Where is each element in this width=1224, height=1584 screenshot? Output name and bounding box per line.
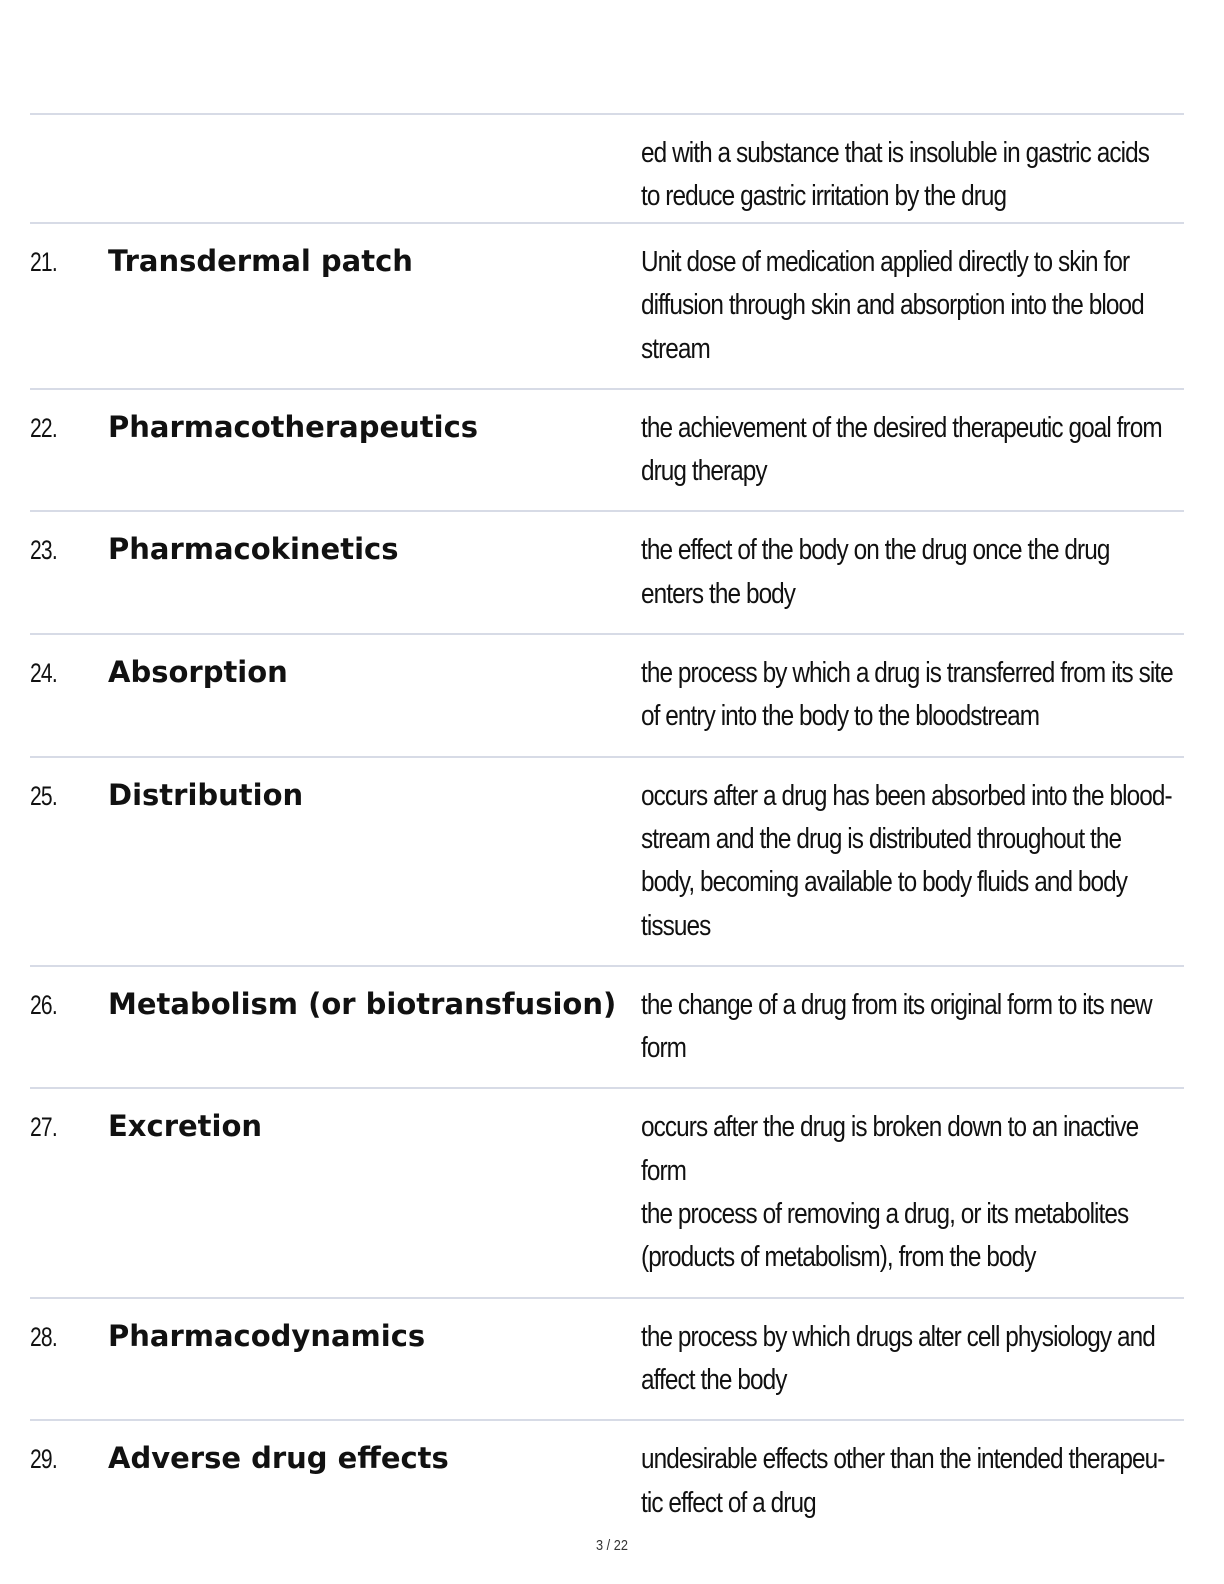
definition-line: of entry into the body to the bloodstream <box>641 700 1040 733</box>
row-term: Distribution <box>108 777 304 812</box>
definition-line: stream and the drug is distributed throughout the <box>641 822 1122 855</box>
definition-line: Unit dose of medication applied directly to skin for <box>641 246 1130 278</box>
definition-line: the change of a drug from its original form to its new <box>641 988 1152 1021</box>
row-number: 24. <box>30 658 57 689</box>
row-definition <box>641 635 1187 756</box>
table-row <box>30 1087 1184 1296</box>
table-row <box>30 633 1184 756</box>
definition-line: the process by which drugs alter cell physiology and <box>641 1320 1155 1353</box>
table-row <box>30 1419 1184 1542</box>
row-term: Pharmacotherapeutics <box>108 409 479 444</box>
definition-line: enters the body <box>641 577 796 610</box>
table-row <box>30 756 1184 965</box>
definition-line: undesirable effects other than the intended therapeu- <box>641 1443 1165 1476</box>
row-definition <box>641 1089 1187 1296</box>
row-term: Metabolism (or biotransfusion) <box>108 986 617 1021</box>
page-indicator: 3 / 22 <box>596 1537 628 1554</box>
row-term <box>108 115 641 236</box>
definition-line: (products of metabolism), from the body <box>641 1241 1036 1274</box>
definition-line: the process by which a drug is transferred from its site <box>641 657 1173 690</box>
row-definition <box>641 1421 1187 1542</box>
definition-line: stream <box>641 332 710 365</box>
definition-line: occurs after the drug is broken down to an inactive <box>641 1111 1139 1144</box>
table-row <box>30 113 1184 222</box>
row-number <box>30 115 91 236</box>
table-row <box>30 965 1184 1088</box>
definition-line: to reduce gastric irritation by the drug <box>641 180 1007 213</box>
row-definition <box>641 1299 1187 1420</box>
table-row <box>30 1297 1184 1420</box>
row-definition <box>641 512 1187 633</box>
row-number: 21. <box>30 247 57 277</box>
row-definition <box>641 758 1187 965</box>
row-definition <box>641 224 1187 388</box>
definition-line: drug therapy <box>641 455 767 488</box>
row-number: 26. <box>30 989 57 1020</box>
row-definition <box>641 390 1187 511</box>
definition-line: body, becoming available to body fluids and body <box>641 866 1128 899</box>
row-number: 28. <box>30 1321 57 1352</box>
definition-line: tic effect of a drug <box>641 1486 816 1519</box>
row-term: Adverse drug effects <box>108 1441 449 1476</box>
table-row <box>30 222 1184 388</box>
definition-line: diffusion through skin and absorption into the blood <box>641 289 1144 322</box>
row-number: 25. <box>30 780 57 811</box>
definition-line: tissues <box>641 909 711 942</box>
definition-line: occurs after a drug has been absorbed into the blood- <box>641 779 1172 812</box>
definition-line: the effect of the body on the drug once the drug <box>641 534 1110 567</box>
row-number: 29. <box>30 1444 57 1475</box>
glossary-table <box>30 113 1184 1542</box>
row-term: Excretion <box>108 1109 263 1144</box>
row-term: Pharmacodynamics <box>108 1318 426 1353</box>
row-term: Absorption <box>108 655 288 690</box>
definition-line: affect the body <box>641 1363 787 1396</box>
row-definition <box>641 115 1187 236</box>
row-term: Pharmacokinetics <box>108 532 399 567</box>
definition-line: the achievement of the desired therapeutic goal from <box>641 411 1162 444</box>
definition-line: form <box>641 1032 687 1065</box>
definition-line: form <box>641 1154 687 1187</box>
row-number: 22. <box>30 412 57 443</box>
definition-line: the process of removing a drug, or its metabolites <box>641 1198 1129 1231</box>
row-term: Transdermal patch <box>108 244 413 278</box>
row-definition <box>641 967 1187 1088</box>
row-number: 27. <box>30 1112 57 1143</box>
row-number: 23. <box>30 535 57 566</box>
table-row <box>30 510 1184 633</box>
definition-line: ed with a substance that is insoluble in gastric acids <box>641 137 1149 169</box>
table-row <box>30 388 1184 511</box>
